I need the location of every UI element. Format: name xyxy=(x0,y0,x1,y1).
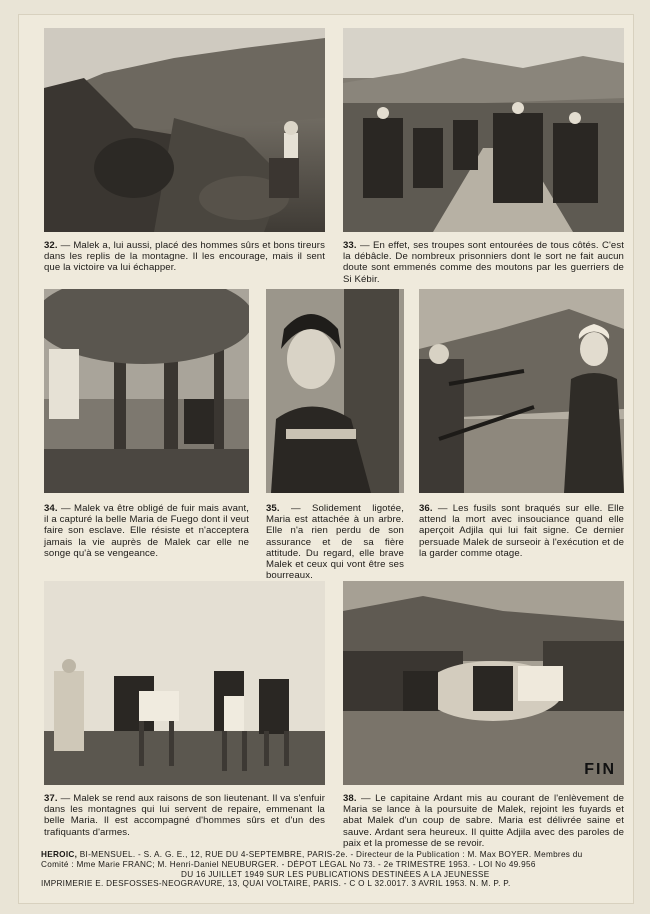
panel-number: 35. xyxy=(266,503,280,514)
caption-panel-36 xyxy=(419,503,624,559)
panel-text: — Solidement ligotée, Maria est attachée à un arbre. Elle n'a rien perdu de son assurance et de sa fière attitude. Du regard, elle brave Malek et ceux qui vont être ses bourreaux. xyxy=(266,503,404,582)
panel-text: — Malek a, lui aussi, placé des hommes sûrs et bons tireurs dans les replis de la montagne. Il les encourage, mais il sent que la victoire va lui échapper. xyxy=(44,240,326,274)
comic-page xyxy=(18,14,634,904)
photo-panel-32 xyxy=(44,28,325,232)
publication-footer xyxy=(41,850,631,889)
panel-text: — Malek se rend aux raisons de son lieutenant. Il va s'enfuir dans les montagnes qui lui servent de repaire, emmenant la belle Maria. Il est accompagné d'hommes sûrs et d'un des trafiquants d'armes. xyxy=(44,793,326,838)
caption-panel-37 xyxy=(44,793,325,838)
caption-panel-35 xyxy=(266,503,404,581)
panel-number: 36. xyxy=(419,503,433,514)
panel-text: — En effet, ses troupes sont entourées de tous côtés. C'est la débâcle. De nombreux prisonniers dont le sort ne fait aucun doute sont emmenés comme des moutons par les guerriers de Si Kébir. xyxy=(343,240,625,285)
panel-number: 37. xyxy=(44,793,58,804)
caption-panel-33 xyxy=(343,240,624,285)
caption-panel-34 xyxy=(44,503,249,559)
footer-text: BI-MENSUEL. - S. A. G. E., 12, RUE DU 4-SEPTEMBRE, PARIS-2e. - Directeur de la Publication : M. Max BOYER. Membres du xyxy=(77,850,583,859)
panel-text: — Malek va être obligé de fuir mais avant, il a capturé la belle Maria de Fuego dont il veut faire son esclave. Elle résiste et n'acceptera jamais la vie auprès de Malek car elle ne songe qu'à se vengeance. xyxy=(44,503,250,559)
panel-text: — Le capitaine Ardant mis au courant de l'enlèvement de Maria se lance à la poursuite de Malek, rejoint les fuyards et abat Malek d'un coup de sabre. Maria est délivrée saine et sauve. Ardant sera heureux. Il quitte Adjila avec des paroles de paix et la promesse de se revoir. xyxy=(343,793,625,849)
photo-panel-33 xyxy=(343,28,624,232)
caption-panel-32 xyxy=(44,240,325,274)
photo-panel-38 xyxy=(343,581,624,785)
fin-label: FIN xyxy=(584,761,616,778)
panel-number: 38. xyxy=(343,793,357,804)
publication-brand: HEROIC, xyxy=(41,850,78,859)
footer-line-4: IMPRIMERIE E. DESFOSSES-NEOGRAVURE, 13, QUAI VOLTAIRE, PARIS. - C O L 32.0017. 3 AVRIL 1953. N. M. P. P. xyxy=(41,879,511,889)
caption-panel-38 xyxy=(343,793,624,849)
photo-panel-35 xyxy=(266,289,404,493)
photo-panel-36 xyxy=(419,289,624,493)
photo-panel-37 xyxy=(44,581,325,785)
panel-number: 34. xyxy=(44,503,58,514)
panel-number: 32. xyxy=(44,240,58,251)
footer-line-1 xyxy=(41,850,631,860)
panel-text: — Les fusils sont braqués sur elle. Elle attend la mort avec insouciance quand elle aperçoit Adjila qui lui fait signe. Ce dernier persuade Malek de surseoir à l'exécution et de la garder comme otage. xyxy=(419,503,625,559)
panel-number: 33. xyxy=(343,240,357,251)
photo-panel-34 xyxy=(44,289,249,493)
footer-line-3: DU 16 JUILLET 1949 SUR LES PUBLICATIONS DESTINÉES A LA JEUNESSE xyxy=(181,869,490,879)
footer-line-2: Comité : Mme Marie FRANC; M. Henri-Daniel NEUBURGER. - DÉPOT LÉGAL No 73. - 2e TRIMESTRE 1953. - LOI No 49.956 xyxy=(41,859,536,869)
